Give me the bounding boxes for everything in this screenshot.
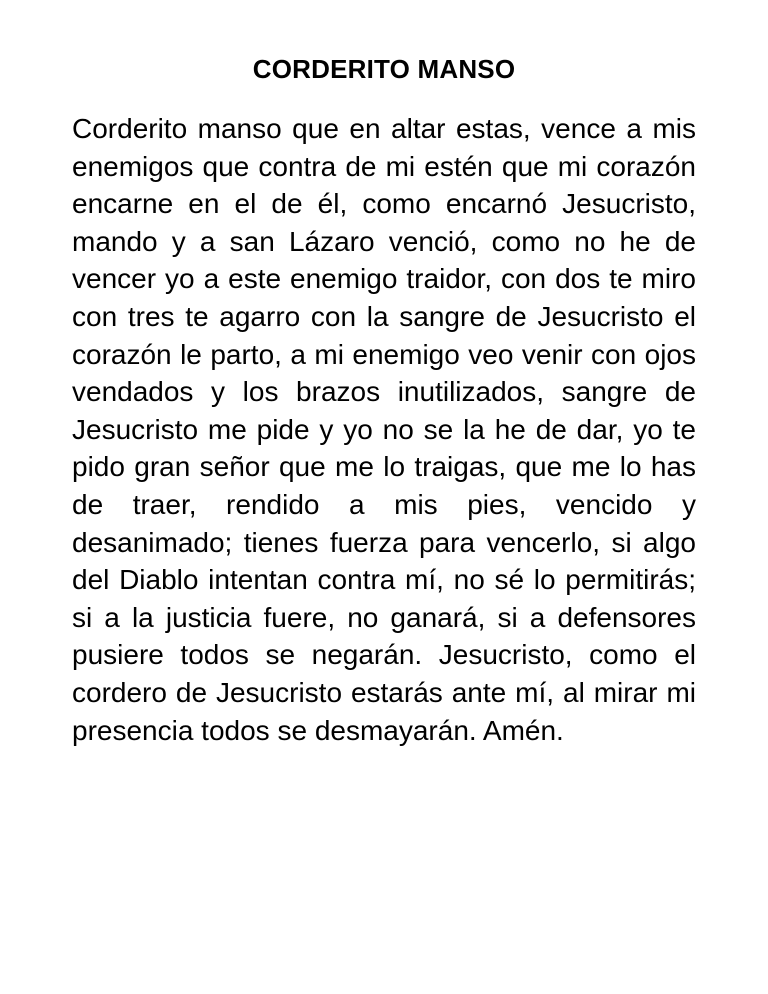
document-title: CORDERITO MANSO — [252, 54, 516, 85]
prayer-text: Corderito manso que en altar estas, vence a mis enemigos que contra de mi estén que mi corazón encarne en el de él, como encarnó Jesucristo, mando y a san Lázaro venció, como no he de vencer yo a este enemigo traidor, con dos te miro con tres te agarro con la sangre de Jesucristo el corazón le parto, a mi enemigo veo venir con ojos vendados y los brazos inutilizados, sangre de Jesucristo me pide y yo no se la he de dar, yo te pido gran señor que me lo traigas, que me lo has de traer, rendido a mis pies, vencido y desanimado; tienes fuerza para vencerlo, si algo del Diablo intentan contra mí, no sé lo permitirás; si a la justicia fuere, no ganará, si a defensores pusiere todos se negarán. Jesucristo, como el cordero de Jesucristo estarás ante mí, al mirar mi presencia todos se desmayarán. Amén. — [72, 113, 696, 746]
